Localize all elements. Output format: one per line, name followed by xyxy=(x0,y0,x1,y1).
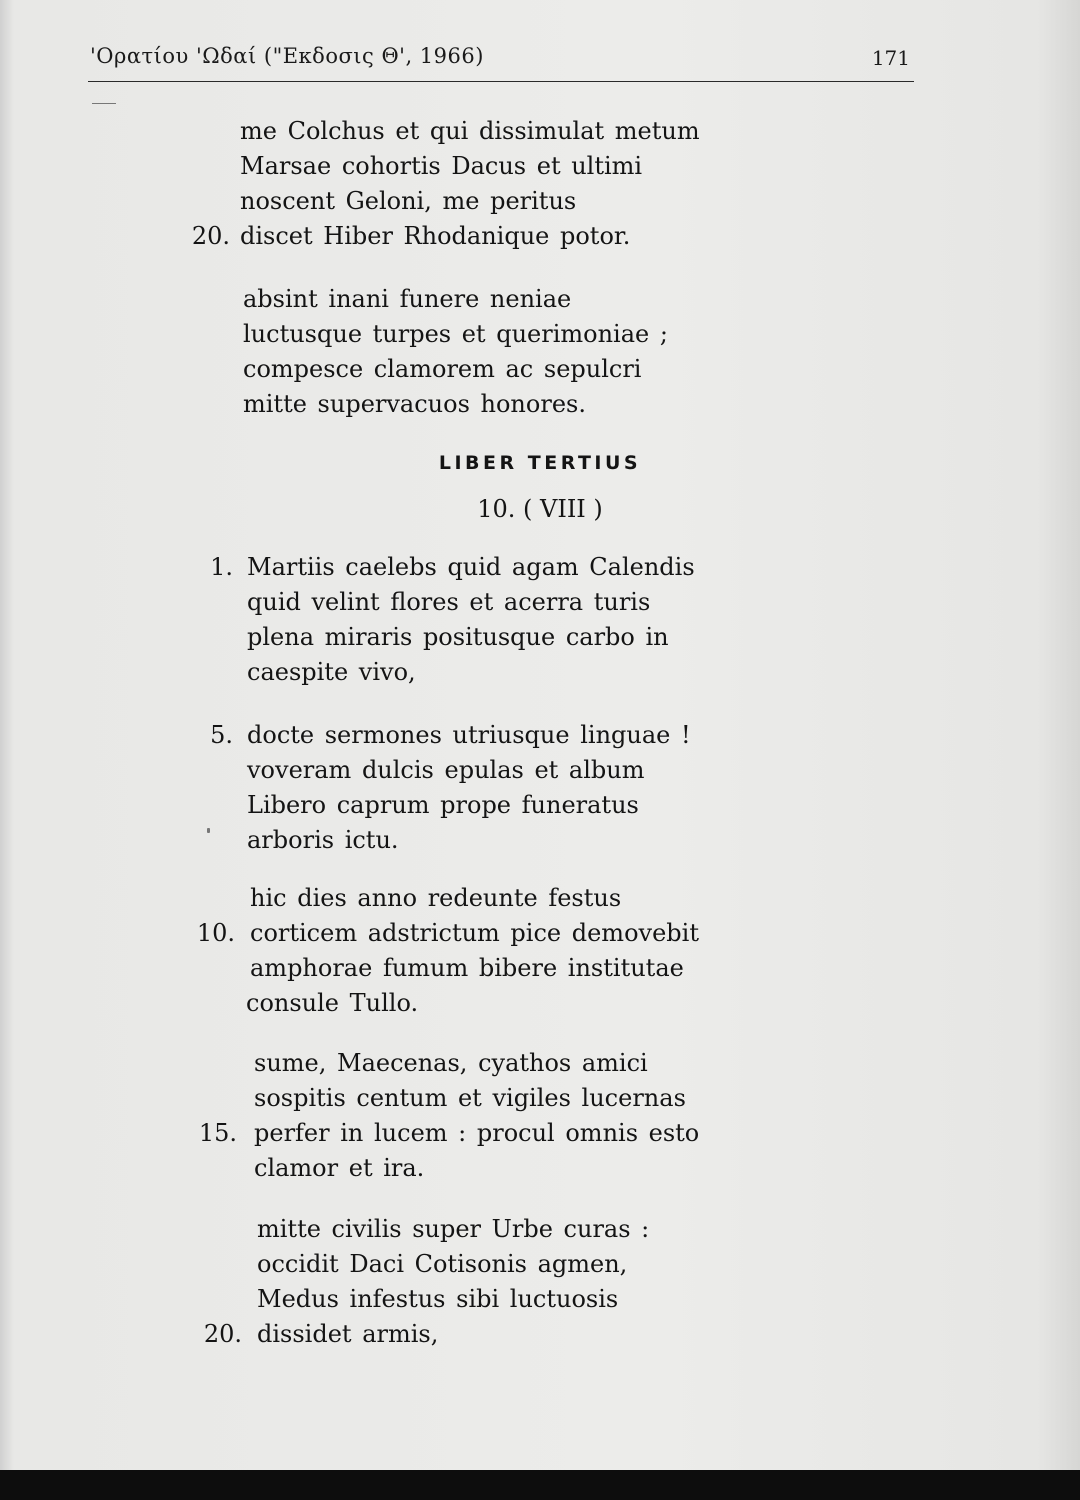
verse-line: caespite vivo, xyxy=(247,658,416,686)
verse-line: sospitis centum et vigiles lucernas xyxy=(254,1084,686,1112)
verse-line: mitte supervacuos honores. xyxy=(243,390,586,418)
margin-mark xyxy=(92,103,116,104)
verse-line: voveram dulcis epulas et album xyxy=(247,756,645,784)
verse-line: me Colchus et qui dissimulat metum xyxy=(240,117,700,145)
verse-line: Medus infestus sibi luctuosis xyxy=(257,1285,619,1313)
page-number: 171 xyxy=(871,46,910,70)
verse-line: plena miraris positusque carbo in xyxy=(247,623,669,651)
verse-line: noscent Geloni, me peritus xyxy=(240,187,577,215)
verse-line: clamor et ira. xyxy=(254,1154,425,1182)
line-number: 20. xyxy=(203,1320,242,1348)
verse-line: docte sermones utriusque linguae ! xyxy=(247,721,691,749)
book-title: LIBER TERTIUS xyxy=(438,452,642,474)
verse-line: quid velint flores et acerra turis xyxy=(247,588,651,616)
verse-line: sume, Maecenas, cyathos amici xyxy=(254,1049,648,1077)
verse-line: perfer in lucem : procul omnis esto xyxy=(254,1119,700,1147)
verse-line: absint inani funere neniae xyxy=(243,285,572,313)
scan-border xyxy=(0,1470,1080,1500)
line-number: 15. xyxy=(198,1119,237,1147)
verse-line: compesce clamorem ac sepulcri xyxy=(243,355,642,383)
line-number: 10. xyxy=(196,919,235,947)
paper-speck xyxy=(207,828,210,833)
ode-number: 10. ( VIII ) xyxy=(477,495,603,523)
verse-line: hic dies anno redeunte festus xyxy=(250,884,622,912)
verse-line: Libero caprum prope funeratus xyxy=(247,791,639,819)
running-title: 'Ορατίου 'Ωδαί ("Εκδοσις Θ', 1966) xyxy=(90,44,484,68)
verse-line: luctusque turpes et querimoniae ; xyxy=(243,320,668,348)
verse-line: mitte civilis super Urbe curas : xyxy=(257,1215,650,1243)
verse-line: discet Hiber Rhodanique potor. xyxy=(240,222,631,250)
verse-line: Martiis caelebs quid agam Calendis xyxy=(247,553,695,581)
verse-line: consule Tullo. xyxy=(246,989,419,1017)
verse-line: arboris ictu. xyxy=(247,826,399,854)
line-number: 5. xyxy=(210,721,233,749)
verse-line: occidit Daci Cotisonis agmen, xyxy=(257,1250,628,1278)
line-number: 20. xyxy=(191,222,230,250)
verse-line: corticem adstrictum pice demovebit xyxy=(250,919,699,947)
verse-line: amphorae fumum bibere institutae xyxy=(250,954,684,982)
verse-line: Marsae cohortis Dacus et ultimi xyxy=(240,152,643,180)
line-number: 1. xyxy=(210,553,233,581)
verse-line: dissidet armis, xyxy=(257,1320,439,1348)
header-rule xyxy=(88,81,914,82)
